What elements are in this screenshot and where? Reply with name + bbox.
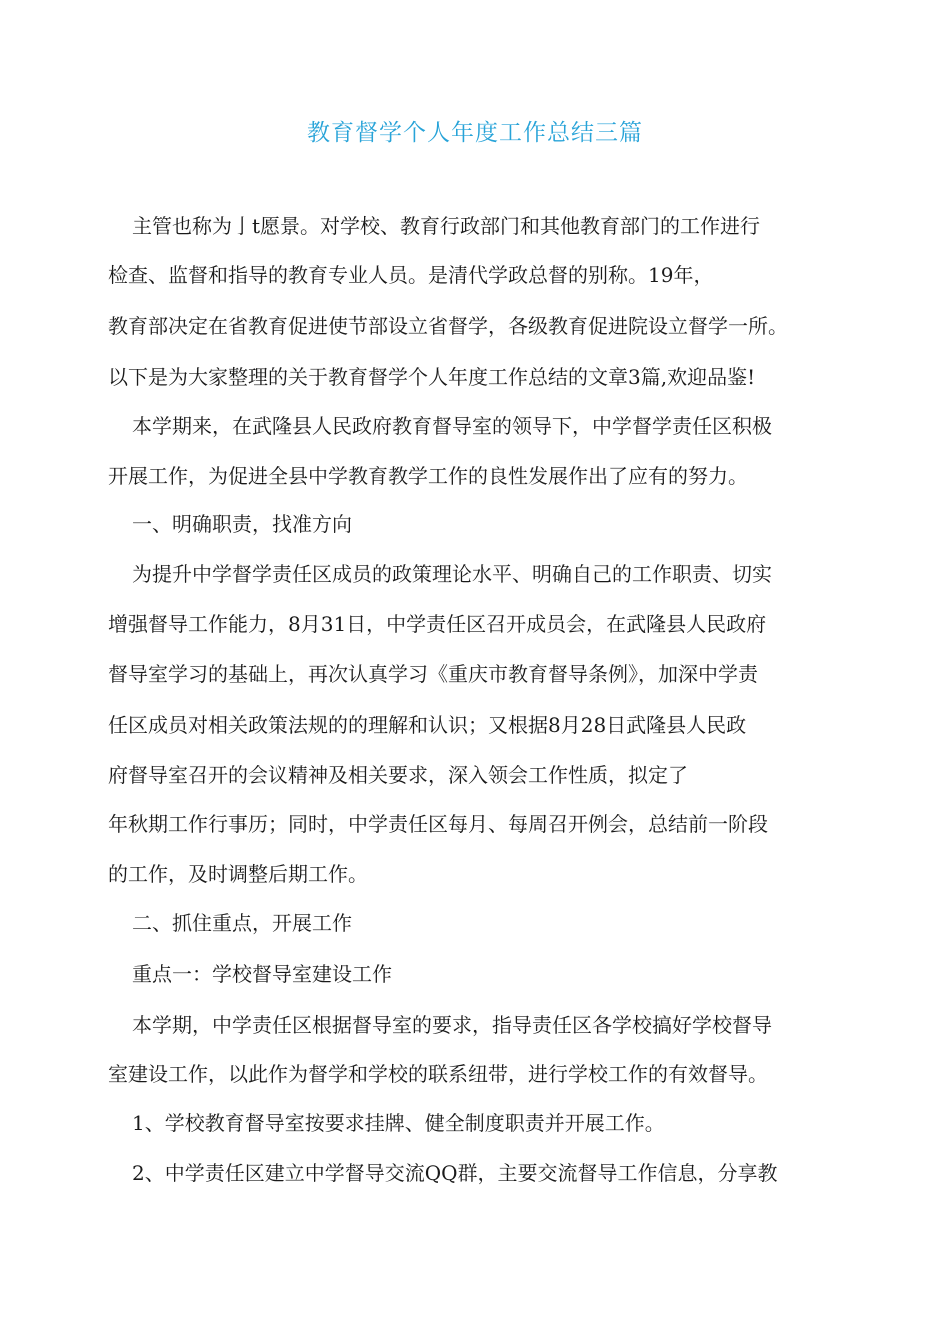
section-heading: 一、明确职责，找准方向 xyxy=(132,512,352,536)
subsection-heading: 重点一：学校督导室建设工作 xyxy=(132,962,392,986)
paragraph-line: 的工作，及时调整后期工作。 xyxy=(108,862,368,886)
paragraph-line: 以下是为大家整理的关于教育督学个人年度工作总结的文章3篇,欢迎品鉴! xyxy=(108,365,756,389)
paragraph-line: 本学期，中学责任区根据督导室的要求，指导责任区各学校搞好学校督导 xyxy=(132,1013,772,1037)
paragraph-line: 府督导室召开的会议精神及相关要求，深入领会工作性质，拟定了 xyxy=(108,763,688,787)
paragraph-line: 本学期来，在武隆县人民政府教育督导室的领导下，中学督学责任区积极 xyxy=(132,414,772,438)
paragraph-line: 年秋期工作行事历；同时，中学责任区每月、每周召开例会，总结前一阶段 xyxy=(108,812,768,836)
section-heading: 二、抓住重点，开展工作 xyxy=(132,911,352,935)
paragraph-line: 教育部决定在省教育促进使节部设立省督学，各级教育促进院设立督学一所。 xyxy=(108,314,788,338)
paragraph-line: 任区成员对相关政策法规的的理解和认识；又根据8月28日武隆县人民政 xyxy=(108,713,747,737)
document-title: 教育督学个人年度工作总结三篇 xyxy=(307,120,643,146)
paragraph-line: 督导室学习的基础上，再次认真学习《重庆市教育督导条例》，加深中学责 xyxy=(108,662,758,686)
list-item: 1、学校教育督导室按要求挂牌、健全制度职责并开展工作。 xyxy=(132,1111,665,1135)
paragraph-line: 为提升中学督学责任区成员的政策理论水平、明确自己的工作职责、切实 xyxy=(132,562,772,586)
paragraph-line: 检查、监督和指导的教育专业人员。是清代学政总督的别称。19年， xyxy=(108,263,714,287)
paragraph-line: 开展工作，为促进全县中学教育教学工作的良性发展作出了应有的努力。 xyxy=(108,464,748,488)
paragraph-line: 室建设工作，以此作为督学和学校的联系纽带，进行学校工作的有效督导。 xyxy=(108,1062,768,1086)
paragraph-line: 增强督导工作能力，8月31日，中学责任区召开成员会，在武隆县人民政府 xyxy=(108,612,767,636)
list-item: 2、中学责任区建立中学督导交流QQ群，主要交流督导工作信息，分享教 xyxy=(132,1161,778,1185)
paragraph-line: 主管也称为亅t愿景。对学校、教育行政部门和其他教育部门的工作进行 xyxy=(132,214,761,238)
